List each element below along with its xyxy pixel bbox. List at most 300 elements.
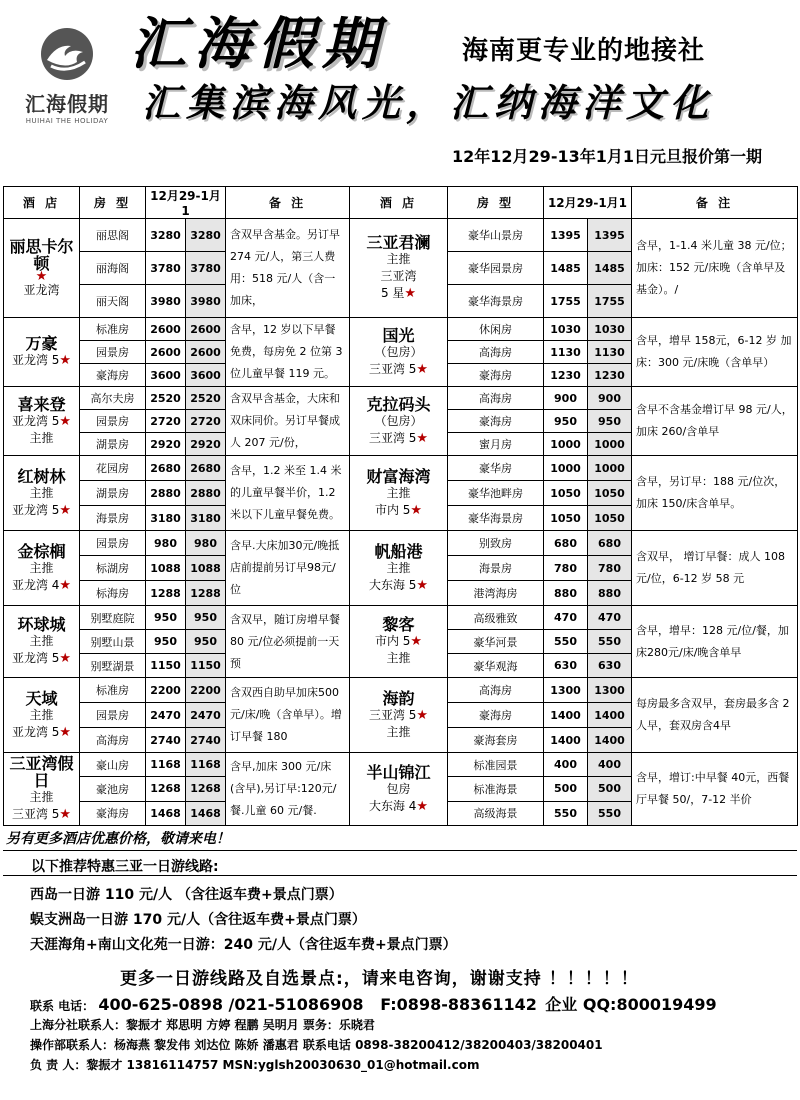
price-cell: 1000 <box>588 456 632 481</box>
table-row <box>4 387 798 410</box>
header-date: 12月29-1月1 <box>146 187 226 219</box>
hotel-sub-text: 亚龙湾 4 <box>11 577 60 592</box>
day-tour-header <box>3 850 797 876</box>
price-cell: 1230 <box>588 364 632 387</box>
star-icon: ★ <box>35 268 48 284</box>
room-type: 豪华池畔房 <box>448 481 544 506</box>
room-type: 丽思阁 <box>80 219 146 252</box>
hotel-sub-text: 大东海 4 <box>368 798 417 813</box>
tagline: 海南更专业的地接社 <box>462 36 706 66</box>
price-cell: 2680 <box>186 456 226 481</box>
hotel-sub-text: 主推 <box>386 252 411 266</box>
room-type: 豪海套房 <box>448 728 544 753</box>
price-cell: 1000 <box>588 433 632 456</box>
room-type: 丽天阁 <box>80 285 146 318</box>
room-type: 豪华山景房 <box>448 219 544 252</box>
room-type: 豪海房 <box>80 364 146 387</box>
room-type: 湖景房 <box>80 481 146 506</box>
quote-period: 12年12月29-13年1月1日元旦报价第一期 <box>452 147 762 166</box>
note-cell: 含早，1.2 米至 1.4 米的儿童早餐半价，1.2 米以下儿童早餐免费。 <box>226 456 350 531</box>
price-cell: 1288 <box>186 581 226 606</box>
wave-logo-icon <box>37 26 97 82</box>
price-cell: 3600 <box>146 364 186 387</box>
price-cell: 2920 <box>186 433 226 456</box>
room-type: 港湾海房 <box>448 581 544 606</box>
hotel-cell <box>350 753 448 826</box>
hotel-cell <box>4 318 80 387</box>
room-type: 园景房 <box>80 703 146 728</box>
price-cell: 1300 <box>588 678 632 703</box>
price-cell: 1230 <box>544 364 588 387</box>
price-cell: 950 <box>146 630 186 654</box>
hotel-location <box>351 724 446 741</box>
room-type: 豪华房 <box>448 456 544 481</box>
note-cell: 含早,加床 300 元/床(含早),另订早:120元/餐.儿童 60 元/餐. <box>226 753 350 826</box>
price-cell: 1050 <box>544 481 588 506</box>
price-cell: 1755 <box>588 285 632 318</box>
hotel-sub-text: 市内 5 <box>374 634 411 648</box>
price-cell: 2520 <box>186 387 226 410</box>
hotel-name: 半山锦江 <box>366 762 431 782</box>
price-cell: 550 <box>588 801 632 825</box>
price-cell: 2880 <box>146 481 186 506</box>
contact-label: 联系 电话： <box>30 999 95 1013</box>
hotel-sub-text: 主推 <box>386 560 411 575</box>
tour-item: 天涯海角+南山文化苑一日游：240 元/人（含往返车费+景点门票） <box>30 937 457 953</box>
note-cell: 含双早，随订房增早餐 80 元/位必须提前一天预 <box>226 606 350 678</box>
hotel-location <box>351 485 446 502</box>
price-cell: 1395 <box>544 219 588 252</box>
header-hotel: 酒 店 <box>4 187 80 219</box>
price-cell: 950 <box>544 410 588 433</box>
price-cell: 2600 <box>186 341 226 364</box>
price-cell: 3980 <box>146 285 186 318</box>
price-cell: 1468 <box>146 801 186 825</box>
room-type: 丽海阁 <box>80 252 146 285</box>
hotel-location <box>5 806 78 823</box>
price-cell: 1000 <box>544 456 588 481</box>
star-icon: ★ <box>416 430 429 446</box>
price-cell: 2520 <box>146 387 186 410</box>
room-type: 高海房 <box>448 678 544 703</box>
hotel-sub-text: 市内 5 <box>374 502 411 517</box>
hotel-name: 海韵 <box>382 688 415 708</box>
hotel-location <box>5 485 78 502</box>
header-hotel: 酒 店 <box>350 187 448 219</box>
price-cell: 2600 <box>146 318 186 341</box>
price-cell: 1268 <box>146 777 186 801</box>
room-type: 别墅山景 <box>80 630 146 654</box>
table-row <box>4 753 798 777</box>
note-cell: 含双早含基金，大床和双床同价。另订早餐成人 207 元/份， <box>226 387 350 456</box>
room-type: 花园房 <box>80 456 146 481</box>
hotel-location <box>351 633 446 650</box>
hotel-location <box>5 282 78 299</box>
room-type: 标准房 <box>80 318 146 341</box>
star-icon: ★ <box>59 651 72 666</box>
price-cell: 2200 <box>146 678 186 703</box>
room-type: 豪华海景房 <box>448 506 544 531</box>
hotel-sub-text: 亚龙湾 5 <box>11 353 60 367</box>
hotel-cell <box>4 531 80 606</box>
price-cell: 1400 <box>544 728 588 753</box>
hotel-cell <box>350 456 448 531</box>
hotel-sub-text: 大东海 5 <box>368 577 417 592</box>
table-row <box>4 219 798 252</box>
price-cell: 780 <box>544 556 588 581</box>
price-cell: 950 <box>588 410 632 433</box>
hotel-sub-text: 亚龙湾 <box>23 282 60 297</box>
price-cell: 2200 <box>186 678 226 703</box>
hotel-name: 丽思卡尔顿 <box>9 236 74 273</box>
manager-contact: 负 责 人：黎振才 13816114757 MSN:yglsh20030630_01@hotmail.com <box>30 1058 480 1072</box>
hotel-name: 帆船港 <box>374 541 423 561</box>
price-cell: 1485 <box>544 252 588 285</box>
room-type: 标准房 <box>80 678 146 703</box>
room-type: 标湖房 <box>80 556 146 581</box>
price-cell: 1168 <box>146 753 186 777</box>
hotel-location <box>351 707 446 724</box>
room-type: 豪华园景房 <box>448 252 544 285</box>
price-cell: 1050 <box>544 506 588 531</box>
price-cell: 1400 <box>544 703 588 728</box>
more-hotels-note: 另有更多酒店优惠价格，敬请来电！ <box>6 831 230 847</box>
room-type: 园景房 <box>80 410 146 433</box>
hotel-cell <box>4 387 80 456</box>
hotel-cell <box>4 753 80 826</box>
tour-item: 蜈支洲岛一日游 170 元/人（含往返车费+景点门票） <box>30 912 366 928</box>
hotel-sub-text: 5 星 <box>380 286 405 300</box>
note-cell: 含早，12 岁以下早餐免费，每房免 2 位第 3 位儿童早餐 119 元。 <box>226 318 350 387</box>
note-cell: 含双西自助早加床500 元/床/晚（含单早）。增订早餐 180 <box>226 678 350 753</box>
hotel-location <box>351 361 446 378</box>
hotel-sub-text: 主推 <box>29 485 54 500</box>
price-cell: 550 <box>544 630 588 654</box>
hotel-name: 环球城 <box>17 615 66 634</box>
price-cell: 880 <box>544 581 588 606</box>
hotel-sub-text: 主推 <box>29 634 54 648</box>
price-cell: 1168 <box>186 753 226 777</box>
hotel-sub-text: 三亚湾 5 <box>368 361 417 376</box>
price-cell: 1268 <box>186 777 226 801</box>
room-type: 别致房 <box>448 531 544 556</box>
hotel-name: 三亚湾假日 <box>9 754 74 790</box>
star-icon: ★ <box>59 577 72 593</box>
hotel-location <box>5 502 78 519</box>
price-cell: 2600 <box>186 318 226 341</box>
hotel-sub-text: 亚龙湾 5 <box>11 502 60 517</box>
room-type: 高级雅致 <box>448 606 544 630</box>
price-cell: 1030 <box>588 318 632 341</box>
hotel-sub-text: 三亚湾 5 <box>368 430 417 445</box>
room-type: 高尔夫房 <box>80 387 146 410</box>
table-row <box>4 318 798 341</box>
price-cell: 3780 <box>146 252 186 285</box>
price-cell: 400 <box>588 753 632 777</box>
price-cell: 950 <box>186 630 226 654</box>
day-tour-title: 以下推荐特惠三亚一日游线路: <box>31 859 219 875</box>
table-row <box>4 678 798 703</box>
room-type: 豪海房 <box>448 410 544 433</box>
hotel-name: 三亚君澜 <box>366 233 431 252</box>
price-cell: 550 <box>588 630 632 654</box>
hotel-name: 克拉码头 <box>366 394 431 414</box>
hotel-name: 喜来登 <box>17 394 66 414</box>
price-cell: 900 <box>588 387 632 410</box>
star-icon: ★ <box>59 724 72 740</box>
hotel-location <box>5 789 78 806</box>
price-cell: 1088 <box>186 556 226 581</box>
note-cell: 每房最多含双早，套房最多含 2 人早，套双房含4早 <box>632 678 798 753</box>
room-type: 豪华观海 <box>448 654 544 678</box>
price-cell: 1130 <box>544 341 588 364</box>
price-cell: 550 <box>544 801 588 825</box>
hotel-sub-text: 亚龙湾 5 <box>11 724 60 739</box>
hotel-location <box>5 633 78 650</box>
hotel-sub-text: 主推 <box>29 790 54 804</box>
hotel-location <box>5 724 78 741</box>
price-cell: 880 <box>588 581 632 606</box>
hotel-location <box>351 344 446 361</box>
price-cell: 2470 <box>186 703 226 728</box>
hotel-location <box>351 781 446 798</box>
price-cell: 1000 <box>544 433 588 456</box>
header <box>0 0 800 176</box>
header-note: 备 注 <box>632 187 798 219</box>
room-type: 豪华河景 <box>448 630 544 654</box>
hotel-location <box>351 577 446 594</box>
hotel-name: 财富海湾 <box>366 466 431 486</box>
price-cell: 1150 <box>186 654 226 678</box>
hotel-location <box>5 577 78 594</box>
star-icon: ★ <box>416 361 429 377</box>
price-cell: 1050 <box>588 481 632 506</box>
price-cell: 470 <box>544 606 588 630</box>
price-cell: 3780 <box>186 252 226 285</box>
room-type: 标海房 <box>80 581 146 606</box>
hotel-cell <box>4 219 80 318</box>
hotel-sub-text: 主推 <box>29 430 54 445</box>
logo <box>8 26 126 126</box>
price-cell: 1400 <box>588 728 632 753</box>
hotel-location <box>351 430 446 447</box>
room-type: 园景房 <box>80 341 146 364</box>
star-icon: ★ <box>410 634 423 649</box>
contact-fax: F:0898-88361142 <box>380 995 537 1014</box>
hotel-cell <box>4 456 80 531</box>
room-type: 园景房 <box>80 531 146 556</box>
hotel-sub-text: 三亚湾 <box>380 269 417 283</box>
hotel-location <box>351 502 446 519</box>
header-date: 12月29-1月1 <box>544 187 632 219</box>
room-type: 高海房 <box>448 387 544 410</box>
room-type: 别墅庭院 <box>80 606 146 630</box>
hotel-name: 国光 <box>382 325 415 345</box>
room-type: 海景房 <box>448 556 544 581</box>
price-cell: 1485 <box>588 252 632 285</box>
room-type: 休闲房 <box>448 318 544 341</box>
price-cell: 470 <box>588 606 632 630</box>
price-cell: 780 <box>588 556 632 581</box>
hotel-sub-text: 亚龙湾 5 <box>11 651 60 665</box>
star-icon: ★ <box>416 707 429 723</box>
star-icon: ★ <box>404 286 417 301</box>
table-header-row <box>4 187 798 219</box>
hotel-name: 黎客 <box>382 615 415 634</box>
price-cell: 980 <box>146 531 186 556</box>
hotel-location <box>351 285 446 302</box>
logo-english-text: HUIHAI THE HOLIDAY <box>25 117 109 125</box>
hotel-location <box>351 560 446 577</box>
hotel-location <box>5 352 78 369</box>
hotel-cell <box>350 387 448 456</box>
hotel-sub-text: 亚龙湾 5 <box>11 413 60 428</box>
price-cell: 680 <box>588 531 632 556</box>
contact-phone: 400-625-0898 /021-51086908 <box>98 995 364 1014</box>
price-cell: 3600 <box>186 364 226 387</box>
hotel-sub-text: （包房） <box>374 413 423 428</box>
price-cell: 1755 <box>544 285 588 318</box>
hotel-location <box>351 268 446 285</box>
room-type: 豪华海景房 <box>448 285 544 318</box>
hotel-sub-text: 三亚湾 5 <box>368 707 417 722</box>
hotel-cell <box>4 606 80 678</box>
hotel-sub-text: 主推 <box>386 651 411 665</box>
room-type: 豪池房 <box>80 777 146 801</box>
logo-text: 汇海假期 <box>25 92 109 116</box>
star-icon: ★ <box>59 502 72 518</box>
room-type: 豪海房 <box>448 703 544 728</box>
price-cell: 1400 <box>588 703 632 728</box>
price-cell: 950 <box>146 606 186 630</box>
hotel-location <box>5 560 78 577</box>
price-cell: 2720 <box>146 410 186 433</box>
note-cell: 含早，增订:中早餐 40元，西餐厅早餐 50/，7-12 半价 <box>632 753 798 826</box>
price-cell: 1150 <box>146 654 186 678</box>
contact-qq: 企业 QQ:800019499 <box>545 995 717 1014</box>
hotel-sub-text: 三亚湾 5 <box>11 807 60 821</box>
price-cell: 1300 <box>544 678 588 703</box>
star-icon: ★ <box>59 413 72 429</box>
hotel-location <box>5 707 78 724</box>
room-type: 豪山房 <box>80 753 146 777</box>
price-cell: 630 <box>544 654 588 678</box>
tour-item: 西岛一日游 110 元/人 （含往返车费+景点门票） <box>30 887 343 903</box>
note-cell: 含早，另订早：188 元/位次，加床 150/床含单早。 <box>632 456 798 531</box>
price-cell: 2470 <box>146 703 186 728</box>
room-type: 高海房 <box>448 341 544 364</box>
price-cell: 1030 <box>544 318 588 341</box>
room-type: 蜜月房 <box>448 433 544 456</box>
hotel-location <box>351 798 446 815</box>
hotel-sub-text: 包房 <box>386 781 411 796</box>
header-room: 房 型 <box>448 187 544 219</box>
star-icon: ★ <box>59 353 72 368</box>
hotel-rate-table <box>3 186 798 826</box>
price-cell: 1395 <box>588 219 632 252</box>
price-cell: 2920 <box>146 433 186 456</box>
price-cell: 1050 <box>588 506 632 531</box>
room-type: 湖景房 <box>80 433 146 456</box>
header-note: 备 注 <box>226 187 350 219</box>
price-cell: 980 <box>186 531 226 556</box>
room-type: 豪海房 <box>448 364 544 387</box>
price-cell: 3980 <box>186 285 226 318</box>
star-icon: ★ <box>59 807 72 822</box>
price-cell: 1130 <box>588 341 632 364</box>
price-cell: 500 <box>588 777 632 801</box>
hotel-cell <box>350 318 448 387</box>
price-cell: 2880 <box>186 481 226 506</box>
price-cell: 630 <box>588 654 632 678</box>
hotel-location <box>5 430 78 447</box>
price-cell: 2680 <box>146 456 186 481</box>
price-cell: 950 <box>186 606 226 630</box>
note-cell: 含早不含基金增订早 98 元/人，加床 260/含单早 <box>632 387 798 456</box>
note-cell: 含早，增早 158元，6-12 岁 加床：300 元/床晚（含单早） <box>632 318 798 387</box>
price-cell: 3180 <box>186 506 226 531</box>
room-type: 海景房 <box>80 506 146 531</box>
hotel-location <box>5 650 78 667</box>
closing-message: 更多一日游线路及自选景点:，请来电咨询，谢谢支持 ！！！！！ <box>120 969 639 989</box>
hotel-name: 红树林 <box>17 466 66 486</box>
price-cell: 1088 <box>146 556 186 581</box>
note-cell: 含早.大床加30元/晚抵店前提前另订早98元/位 <box>226 531 350 606</box>
shanghai-contacts: 上海分社联系人：黎振才 郑思明 方婷 程鹏 吴明月 票务：乐晓君 <box>30 1018 375 1032</box>
price-cell: 900 <box>544 387 588 410</box>
room-type: 别墅湖景 <box>80 654 146 678</box>
price-cell: 3280 <box>186 219 226 252</box>
room-type: 高级海景 <box>448 801 544 825</box>
price-cell: 2600 <box>146 341 186 364</box>
hotel-sub-text: 主推 <box>386 485 411 500</box>
table-row <box>4 531 798 556</box>
brand-title: 汇海假期 <box>130 11 386 77</box>
hotel-sub-text: 主推 <box>29 560 54 575</box>
note-cell: 含早，增早：128 元/位/餐，加床280元/床/晚含单早 <box>632 606 798 678</box>
table-row <box>4 606 798 630</box>
hotel-sub-text: 主推 <box>29 707 54 722</box>
price-cell: 2740 <box>186 728 226 753</box>
hotel-sub-text: （包房） <box>374 344 423 359</box>
room-type: 标准园景 <box>448 753 544 777</box>
price-cell: 3280 <box>146 219 186 252</box>
note-cell: 含早，1-1.4 米儿童 38 元/位；加床：152 元/床晚（含单早及基金）。/ <box>632 219 798 318</box>
hotel-cell <box>350 606 448 678</box>
note-cell: 含双早含基金。另订早 274 元/人，第三人费用：518 元/人（含一加床， <box>226 219 350 318</box>
hotel-location <box>5 413 78 430</box>
slogan: 汇集滨海风光，汇纳海洋文化 <box>142 80 715 125</box>
price-cell: 2720 <box>186 410 226 433</box>
price-cell: 1288 <box>146 581 186 606</box>
hotel-cell <box>350 219 448 318</box>
room-type: 豪海房 <box>80 801 146 825</box>
room-type: 标准海景 <box>448 777 544 801</box>
star-icon: ★ <box>416 798 429 814</box>
table-row <box>4 456 798 481</box>
price-cell: 3180 <box>146 506 186 531</box>
hotel-sub-text: 主推 <box>386 724 411 739</box>
note-cell: 含双早， 增订早餐：成人 108 元/位，6-12 岁 58 元 <box>632 531 798 606</box>
price-cell: 500 <box>544 777 588 801</box>
hotel-name: 天域 <box>25 688 58 708</box>
star-icon: ★ <box>410 502 423 518</box>
price-cell: 680 <box>544 531 588 556</box>
price-cell: 1468 <box>186 801 226 825</box>
price-cell: 2740 <box>146 728 186 753</box>
star-icon: ★ <box>416 577 429 593</box>
hotel-cell <box>4 678 80 753</box>
